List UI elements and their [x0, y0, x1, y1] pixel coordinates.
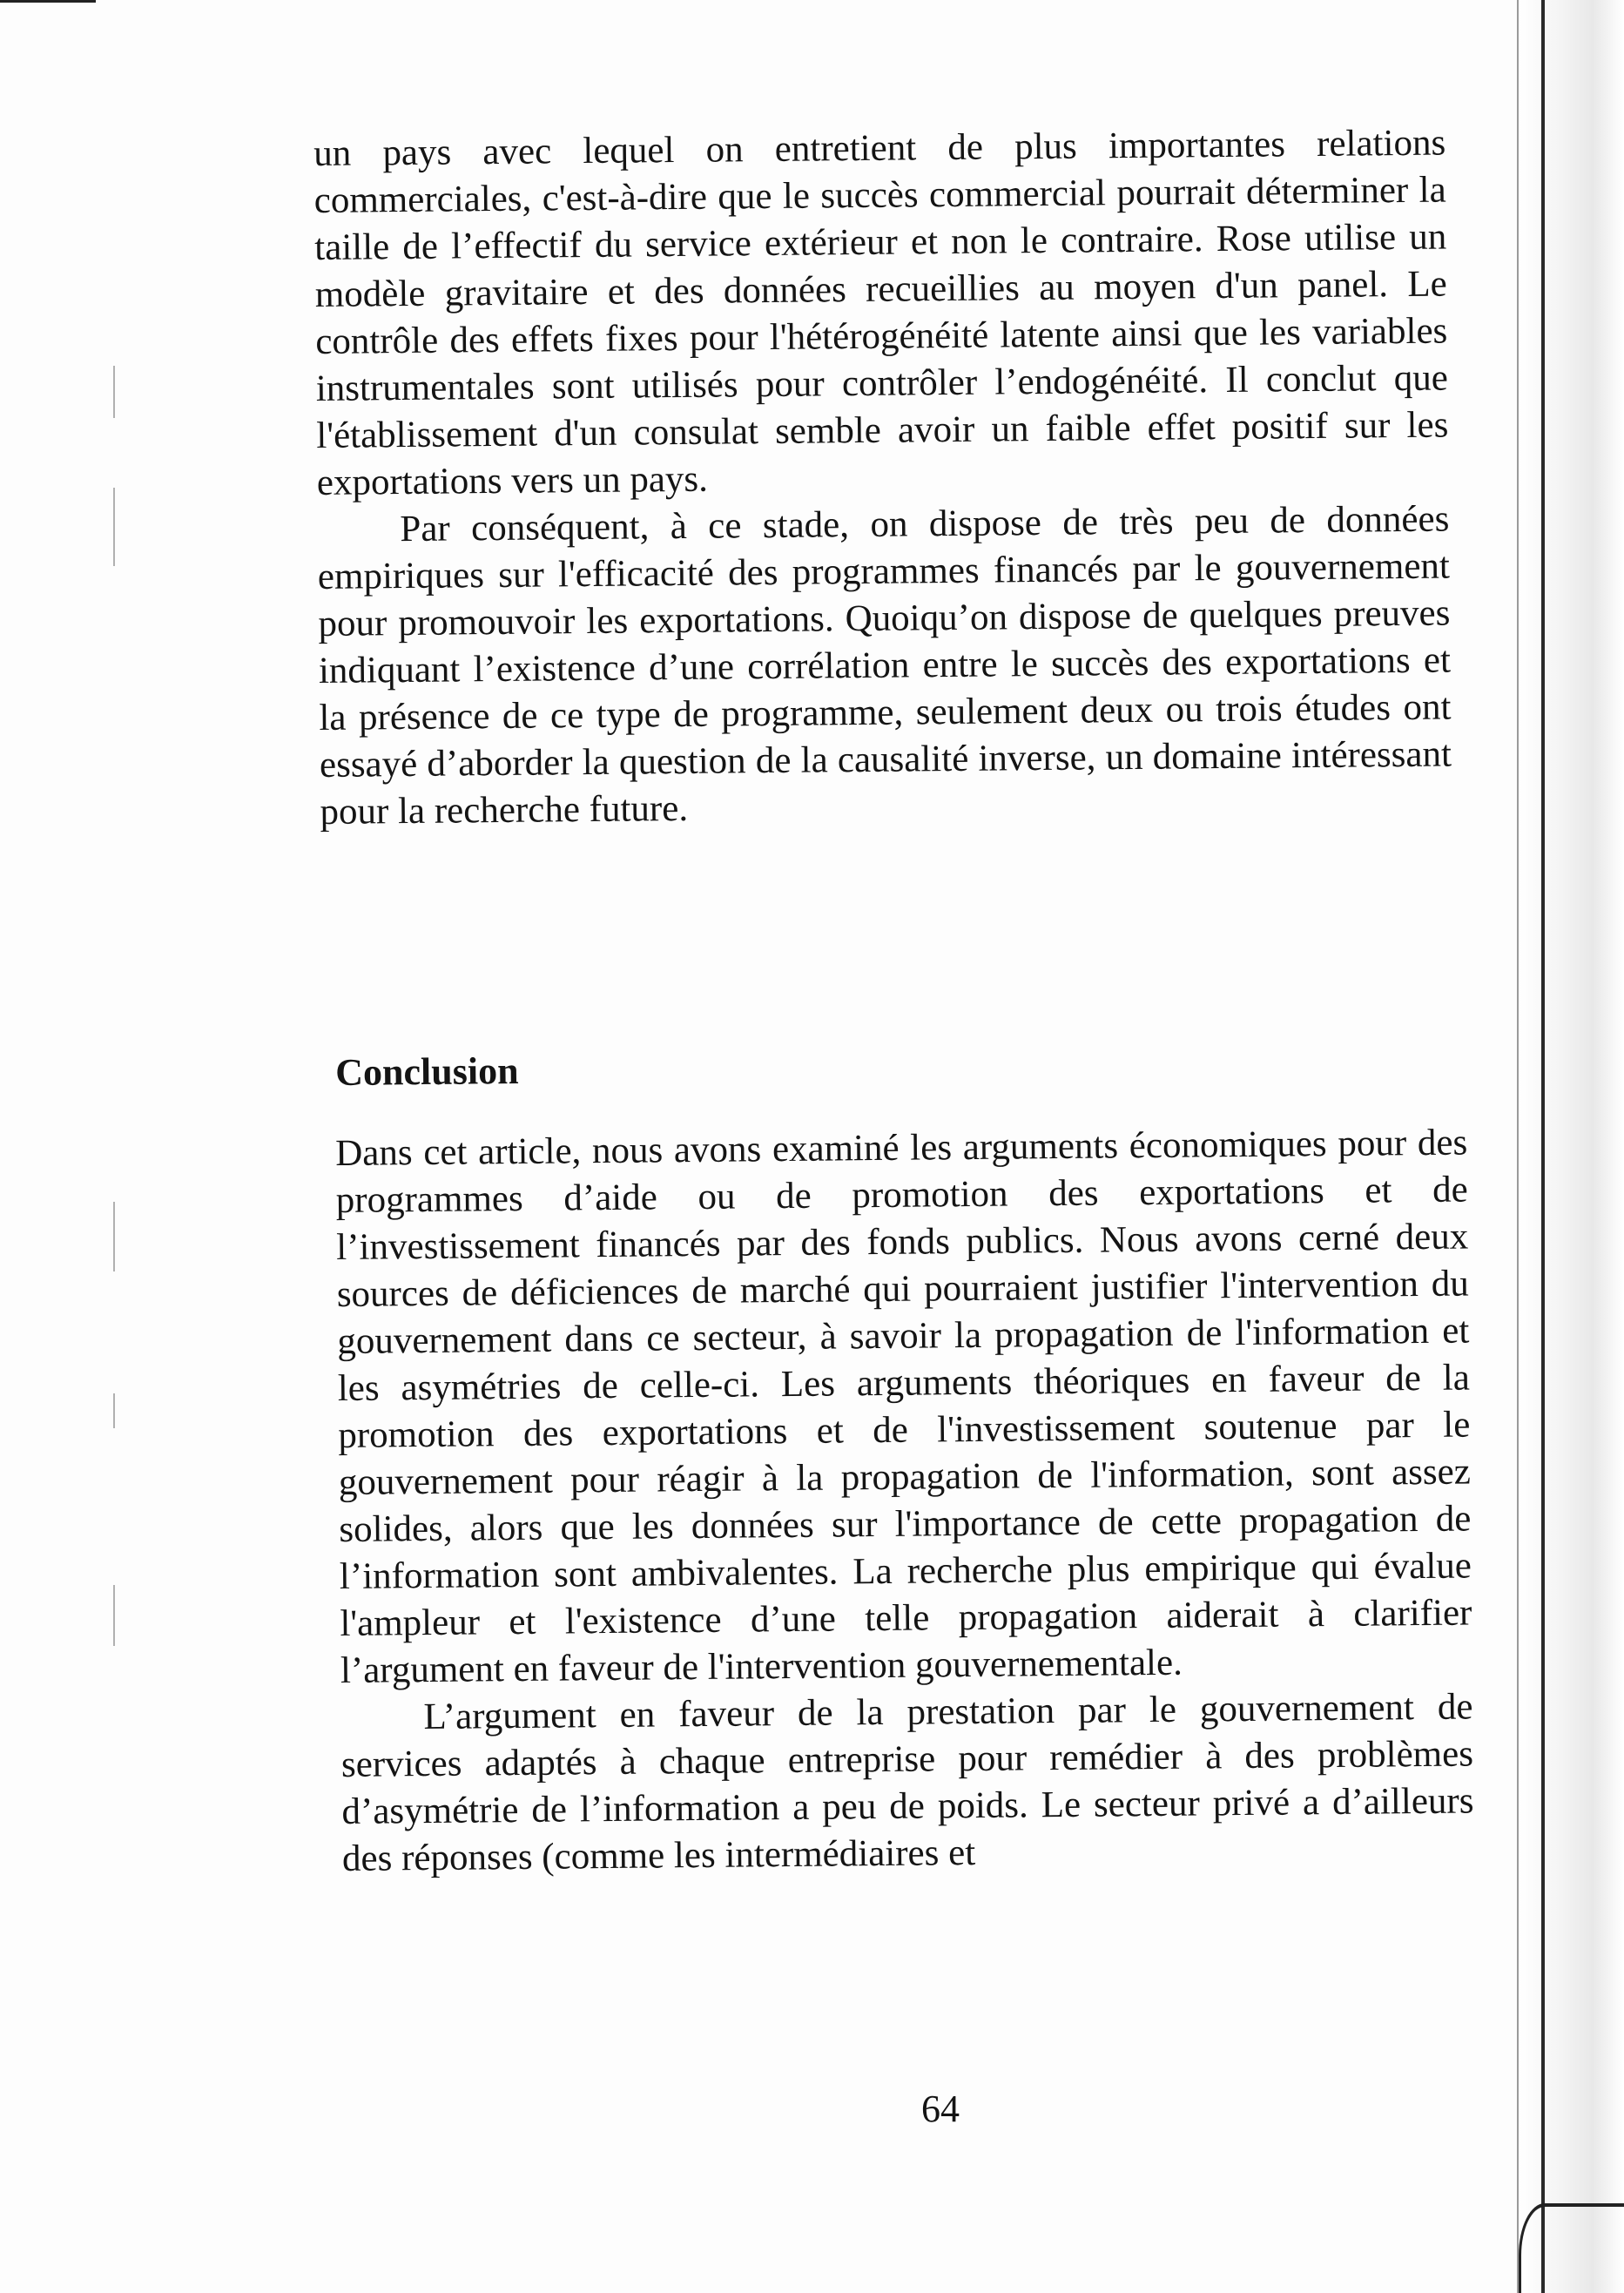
scan-speck [113, 1585, 115, 1646]
scan-edge-mark [0, 0, 96, 3]
book-edge-line [1541, 0, 1545, 2293]
body-text-top [313, 120, 1452, 836]
scan-speck [113, 1202, 115, 1271]
body-text-bottom [335, 1120, 1474, 1883]
book-edge-line [1517, 0, 1519, 2293]
paragraph: Dans cet article, nous avons examiné les arguments économiques pour des programmes d’aide ou de promotion des exportations et de l’investissement financés par des fonds publics. Nous avons cerné deux sources de déficiences de marché qui pourraient justifier l'intervention du gouvernement dans ce secteur, à savoir la propagation de l'information et les asymétries de celle-ci. Les arguments théoriques en faveur de la promotion des exportations et de l'investissement soutenue par le gouvernement pour réagir à la propagation de l'information, sont assez solides, alors que les données sur l'importance de cette propagation de l’information sont ambivalentes. La recherche plus empirique qui évalue l'ampleur et l'existence d’une telle propagation aiderait à clarifier l’argument en faveur de l'intervention gouvernementale. [335, 1122, 1472, 1691]
scan-speck [113, 488, 115, 566]
paragraph: L’argument en faveur de la prestation par le gouvernement de services adaptés à chaque entreprise pour remédier à des problèmes d’asymétrie de l’information a peu de poids. Le secteur privé a d’ailleurs des réponses (comme les intermédiaires et [340, 1686, 1474, 1879]
book-corner-curl [1519, 2203, 1624, 2293]
scan-speck [113, 1393, 115, 1428]
book-edge-shadow [1520, 0, 1624, 2293]
scan-speck [113, 366, 115, 418]
section-heading: Conclusion [335, 1049, 519, 1094]
paragraph: un pays avec lequel on entretient de plus importantes relations commerciales, c'est-à-dire que le succès commercial pourrait déterminer la taille de l’effectif du service extérieur et non le contraire. Rose utilise un modèle gravitaire et des données recueillies au moyen d'un panel. Le contrôle des effets fixes pour l'hétérogénéité latente ainsi que les variables instrumentales sont utilisés pour contrôler l’endogénéité. Il conclut que l'établissement d'un consulat semble avoir un faible effet positif sur les exportations vers un pays. [313, 122, 1449, 503]
page-number: 64 [921, 2087, 960, 2130]
paragraph: Par conséquent, à ce stade, on dispose de très peu de données empiriques sur l'efficacité des programmes financés par le gouvernement pour promouvoir les exportations. Quoiqu’on dispose de quelques preuves indiquant l’existence d’une corrélation entre le succès des exportations et la présence de ce type de programme, seulement deux ou trois études ont essayé d’aborder la question de la causalité inverse, un domaine intéressant pour la recherche future. [317, 498, 1452, 833]
